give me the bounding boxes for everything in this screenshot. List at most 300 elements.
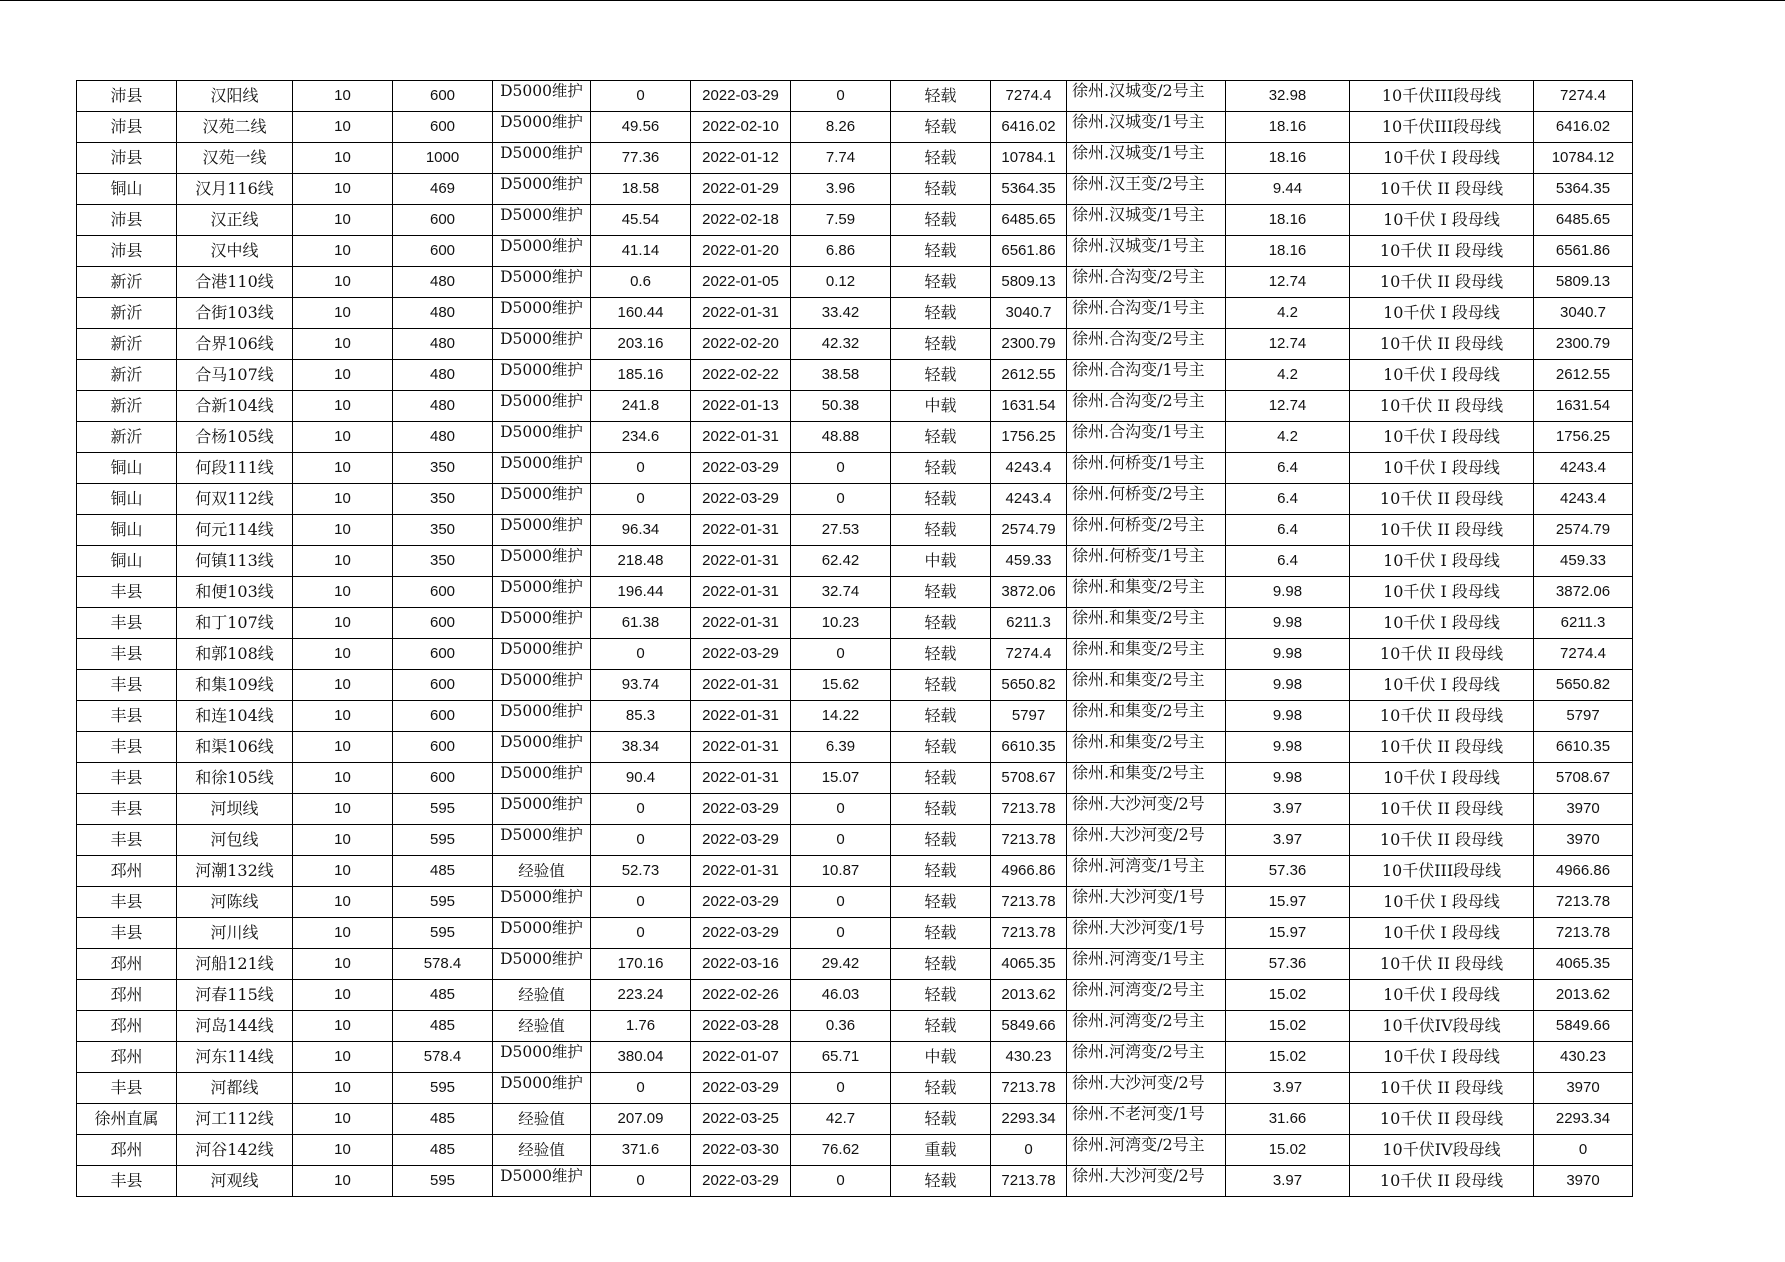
table-row — [77, 1166, 1633, 1197]
value-cell: 52.73 — [591, 856, 691, 887]
margin-cell: 6561.86 — [991, 236, 1067, 267]
load-status-cell: 轻载 — [891, 670, 991, 701]
value-cell: 38.34 — [591, 732, 691, 763]
rated-capacity-cell: 600 — [393, 112, 493, 143]
date-cell: 2022-03-16 — [691, 949, 791, 980]
transformer-value-cell: 15.97 — [1226, 918, 1350, 949]
table-row — [77, 639, 1633, 670]
value-cell: 223.24 — [591, 980, 691, 1011]
busbar-cell: 10千伏IV段母线 — [1350, 1011, 1534, 1042]
substation-transformer-cell: 徐州.河湾变/2号主 — [1067, 1135, 1226, 1166]
rate-cell: 0 — [791, 639, 891, 670]
remaining-capacity-cell: 3970 — [1534, 794, 1633, 825]
transformer-value-cell: 15.02 — [1226, 980, 1350, 1011]
data-source-cell: D5000维护 — [493, 577, 591, 608]
line-name-cell: 汉正线 — [177, 205, 293, 236]
table-row — [77, 484, 1633, 515]
remaining-capacity-cell: 2612.55 — [1534, 360, 1633, 391]
voltage-cell: 10 — [293, 639, 393, 670]
date-cell: 2022-03-28 — [691, 1011, 791, 1042]
busbar-cell: 10千伏 II 段母线 — [1350, 515, 1534, 546]
busbar-cell: 10千伏 I 段母线 — [1350, 453, 1534, 484]
remaining-capacity-cell: 1756.25 — [1534, 422, 1633, 453]
table-row — [77, 236, 1633, 267]
margin-cell: 0 — [991, 1135, 1067, 1166]
rate-cell: 0.36 — [791, 1011, 891, 1042]
line-name-cell: 何双112线 — [177, 484, 293, 515]
busbar-cell: 10千伏 II 段母线 — [1350, 267, 1534, 298]
busbar-cell: 10千伏 I 段母线 — [1350, 422, 1534, 453]
margin-cell: 6610.35 — [991, 732, 1067, 763]
data-source-cell: D5000维护 — [493, 639, 591, 670]
margin-cell: 10784.1 — [991, 143, 1067, 174]
voltage-cell: 10 — [293, 329, 393, 360]
date-cell: 2022-03-25 — [691, 1104, 791, 1135]
remaining-capacity-cell: 5364.35 — [1534, 174, 1633, 205]
voltage-cell: 10 — [293, 546, 393, 577]
rated-capacity-cell: 469 — [393, 174, 493, 205]
table-row — [77, 577, 1633, 608]
remaining-capacity-cell: 3872.06 — [1534, 577, 1633, 608]
district-cell: 丰县 — [77, 608, 177, 639]
voltage-cell: 10 — [293, 949, 393, 980]
substation-transformer-cell: 徐州.何桥变/2号主 — [1067, 515, 1226, 546]
line-name-cell: 河川线 — [177, 918, 293, 949]
transformer-value-cell: 4.2 — [1226, 422, 1350, 453]
load-status-cell: 轻载 — [891, 81, 991, 112]
rated-capacity-cell: 350 — [393, 484, 493, 515]
line-name-cell: 河工112线 — [177, 1104, 293, 1135]
value-cell: 93.74 — [591, 670, 691, 701]
rate-cell: 0.12 — [791, 267, 891, 298]
date-cell: 2022-03-29 — [691, 453, 791, 484]
voltage-cell: 10 — [293, 515, 393, 546]
data-source-cell: D5000维护 — [493, 484, 591, 515]
remaining-capacity-cell: 4243.4 — [1534, 484, 1633, 515]
voltage-cell: 10 — [293, 453, 393, 484]
remaining-capacity-cell: 6211.3 — [1534, 608, 1633, 639]
substation-transformer-cell: 徐州.汉城变/1号主 — [1067, 112, 1226, 143]
date-cell: 2022-01-29 — [691, 174, 791, 205]
district-cell: 徐州直属 — [77, 1104, 177, 1135]
load-status-cell: 轻载 — [891, 825, 991, 856]
value-cell: 0 — [591, 825, 691, 856]
substation-transformer-cell: 徐州.合沟变/1号主 — [1067, 360, 1226, 391]
table-row — [77, 329, 1633, 360]
date-cell: 2022-01-20 — [691, 236, 791, 267]
voltage-cell: 10 — [293, 608, 393, 639]
data-source-cell: D5000维护 — [493, 732, 591, 763]
rate-cell: 48.88 — [791, 422, 891, 453]
data-source-cell: D5000维护 — [493, 422, 591, 453]
value-cell: 77.36 — [591, 143, 691, 174]
data-source-cell: 经验值 — [493, 1104, 591, 1135]
table-row — [77, 732, 1633, 763]
voltage-cell: 10 — [293, 794, 393, 825]
remaining-capacity-cell: 3040.7 — [1534, 298, 1633, 329]
table-row — [77, 887, 1633, 918]
transformer-value-cell: 9.98 — [1226, 763, 1350, 794]
rated-capacity-cell: 480 — [393, 391, 493, 422]
data-source-cell: D5000维护 — [493, 1166, 591, 1197]
remaining-capacity-cell: 2013.62 — [1534, 980, 1633, 1011]
rate-cell: 46.03 — [791, 980, 891, 1011]
rated-capacity-cell: 485 — [393, 856, 493, 887]
load-status-cell: 轻载 — [891, 174, 991, 205]
margin-cell: 2013.62 — [991, 980, 1067, 1011]
rate-cell: 42.7 — [791, 1104, 891, 1135]
rate-cell: 0 — [791, 794, 891, 825]
data-source-cell: D5000维护 — [493, 174, 591, 205]
margin-cell: 5849.66 — [991, 1011, 1067, 1042]
load-status-cell: 轻载 — [891, 949, 991, 980]
rated-capacity-cell: 578.4 — [393, 949, 493, 980]
district-cell: 沛县 — [77, 143, 177, 174]
remaining-capacity-cell: 6485.65 — [1534, 205, 1633, 236]
table-row — [77, 856, 1633, 887]
load-status-cell: 轻载 — [891, 236, 991, 267]
transformer-value-cell: 9.44 — [1226, 174, 1350, 205]
date-cell: 2022-02-18 — [691, 205, 791, 236]
date-cell: 2022-01-31 — [691, 298, 791, 329]
busbar-cell: 10千伏 II 段母线 — [1350, 236, 1534, 267]
substation-transformer-cell: 徐州.和集变/2号主 — [1067, 639, 1226, 670]
district-cell: 丰县 — [77, 1073, 177, 1104]
margin-cell: 6416.02 — [991, 112, 1067, 143]
rated-capacity-cell: 480 — [393, 422, 493, 453]
substation-transformer-cell: 徐州.合沟变/2号主 — [1067, 267, 1226, 298]
load-status-cell: 轻载 — [891, 515, 991, 546]
load-status-cell: 轻载 — [891, 887, 991, 918]
line-name-cell: 河船121线 — [177, 949, 293, 980]
table-row — [77, 949, 1633, 980]
remaining-capacity-cell: 5797 — [1534, 701, 1633, 732]
rate-cell: 27.53 — [791, 515, 891, 546]
rated-capacity-cell: 350 — [393, 453, 493, 484]
load-status-cell: 轻载 — [891, 639, 991, 670]
line-name-cell: 何镇113线 — [177, 546, 293, 577]
margin-cell: 4966.86 — [991, 856, 1067, 887]
data-source-cell: D5000维护 — [493, 515, 591, 546]
load-status-cell: 轻载 — [891, 205, 991, 236]
transformer-value-cell: 6.4 — [1226, 546, 1350, 577]
transformer-value-cell: 32.98 — [1226, 81, 1350, 112]
rated-capacity-cell: 1000 — [393, 143, 493, 174]
margin-cell: 2612.55 — [991, 360, 1067, 391]
rated-capacity-cell: 480 — [393, 298, 493, 329]
rate-cell: 0 — [791, 918, 891, 949]
remaining-capacity-cell: 6416.02 — [1534, 112, 1633, 143]
load-status-cell: 轻载 — [891, 360, 991, 391]
transformer-value-cell: 6.4 — [1226, 484, 1350, 515]
date-cell: 2022-01-07 — [691, 1042, 791, 1073]
load-status-cell: 重载 — [891, 1135, 991, 1166]
date-cell: 2022-03-30 — [691, 1135, 791, 1166]
table-body — [77, 81, 1633, 1197]
load-status-cell: 轻载 — [891, 484, 991, 515]
district-cell: 新沂 — [77, 422, 177, 453]
table-row — [77, 918, 1633, 949]
remaining-capacity-cell: 5708.67 — [1534, 763, 1633, 794]
rated-capacity-cell: 600 — [393, 701, 493, 732]
data-source-cell: D5000维护 — [493, 887, 591, 918]
substation-transformer-cell: 徐州.大沙河变/2号 — [1067, 794, 1226, 825]
value-cell: 0 — [591, 1166, 691, 1197]
table-row — [77, 1042, 1633, 1073]
substation-transformer-cell: 徐州.大沙河变/1号 — [1067, 918, 1226, 949]
data-source-cell: D5000维护 — [493, 1073, 591, 1104]
substation-transformer-cell: 徐州.合沟变/2号主 — [1067, 329, 1226, 360]
table-row — [77, 453, 1633, 484]
rated-capacity-cell: 600 — [393, 205, 493, 236]
date-cell: 2022-01-31 — [691, 732, 791, 763]
district-cell: 邳州 — [77, 1042, 177, 1073]
load-status-cell: 轻载 — [891, 918, 991, 949]
value-cell: 170.16 — [591, 949, 691, 980]
transformer-value-cell: 18.16 — [1226, 112, 1350, 143]
load-status-cell: 轻载 — [891, 1104, 991, 1135]
load-status-cell: 中载 — [891, 1042, 991, 1073]
date-cell: 2022-03-29 — [691, 484, 791, 515]
margin-cell: 4065.35 — [991, 949, 1067, 980]
transformer-value-cell: 18.16 — [1226, 205, 1350, 236]
busbar-cell: 10千伏 II 段母线 — [1350, 391, 1534, 422]
value-cell: 0 — [591, 81, 691, 112]
line-name-cell: 和徐105线 — [177, 763, 293, 794]
rated-capacity-cell: 600 — [393, 763, 493, 794]
district-cell: 丰县 — [77, 701, 177, 732]
date-cell: 2022-03-29 — [691, 639, 791, 670]
value-cell: 371.6 — [591, 1135, 691, 1166]
load-status-cell: 轻载 — [891, 453, 991, 484]
rate-cell: 10.87 — [791, 856, 891, 887]
busbar-cell: 10千伏 I 段母线 — [1350, 918, 1534, 949]
rated-capacity-cell: 485 — [393, 980, 493, 1011]
voltage-cell: 10 — [293, 484, 393, 515]
table-row — [77, 546, 1633, 577]
rated-capacity-cell: 480 — [393, 267, 493, 298]
load-status-cell: 中载 — [891, 391, 991, 422]
substation-transformer-cell: 徐州.大沙河变/2号 — [1067, 1073, 1226, 1104]
district-cell: 沛县 — [77, 205, 177, 236]
line-name-cell: 河观线 — [177, 1166, 293, 1197]
rated-capacity-cell: 600 — [393, 608, 493, 639]
line-name-cell: 合杨105线 — [177, 422, 293, 453]
value-cell: 0 — [591, 887, 691, 918]
transformer-value-cell: 9.98 — [1226, 608, 1350, 639]
data-source-cell: D5000维护 — [493, 763, 591, 794]
rate-cell: 0 — [791, 484, 891, 515]
load-status-cell: 轻载 — [891, 329, 991, 360]
substation-transformer-cell: 徐州.合沟变/2号主 — [1067, 391, 1226, 422]
substation-transformer-cell: 徐州.不老河变/1号 — [1067, 1104, 1226, 1135]
value-cell: 96.34 — [591, 515, 691, 546]
substation-transformer-cell: 徐州.汉城变/1号主 — [1067, 236, 1226, 267]
line-name-cell: 合港110线 — [177, 267, 293, 298]
remaining-capacity-cell: 5650.82 — [1534, 670, 1633, 701]
busbar-cell: 10千伏 I 段母线 — [1350, 670, 1534, 701]
value-cell: 18.58 — [591, 174, 691, 205]
district-cell: 丰县 — [77, 732, 177, 763]
district-cell: 沛县 — [77, 236, 177, 267]
data-source-cell: 经验值 — [493, 980, 591, 1011]
table-row — [77, 143, 1633, 174]
voltage-cell: 10 — [293, 1166, 393, 1197]
rate-cell: 0 — [791, 887, 891, 918]
data-source-cell: D5000维护 — [493, 143, 591, 174]
line-name-cell: 河春115线 — [177, 980, 293, 1011]
margin-cell: 1756.25 — [991, 422, 1067, 453]
busbar-cell: 10千伏 II 段母线 — [1350, 174, 1534, 205]
data-source-cell: D5000维护 — [493, 546, 591, 577]
data-source-cell: D5000维护 — [493, 112, 591, 143]
substation-transformer-cell: 徐州.大沙河变/2号 — [1067, 1166, 1226, 1197]
data-source-cell: D5000维护 — [493, 670, 591, 701]
transformer-value-cell: 18.16 — [1226, 143, 1350, 174]
feeder-load-table — [76, 80, 1633, 1197]
district-cell: 丰县 — [77, 670, 177, 701]
voltage-cell: 10 — [293, 298, 393, 329]
line-name-cell: 河坝线 — [177, 794, 293, 825]
transformer-value-cell: 3.97 — [1226, 1166, 1350, 1197]
remaining-capacity-cell: 5809.13 — [1534, 267, 1633, 298]
page-top-rule — [0, 0, 1785, 1]
date-cell: 2022-01-31 — [691, 546, 791, 577]
rate-cell: 29.42 — [791, 949, 891, 980]
substation-transformer-cell: 徐州.合沟变/1号主 — [1067, 422, 1226, 453]
remaining-capacity-cell: 4065.35 — [1534, 949, 1633, 980]
district-cell: 邳州 — [77, 949, 177, 980]
rated-capacity-cell: 595 — [393, 1073, 493, 1104]
transformer-value-cell: 9.98 — [1226, 577, 1350, 608]
substation-transformer-cell: 徐州.何桥变/1号主 — [1067, 453, 1226, 484]
line-name-cell: 何段111线 — [177, 453, 293, 484]
margin-cell: 5797 — [991, 701, 1067, 732]
margin-cell: 7213.78 — [991, 1166, 1067, 1197]
remaining-capacity-cell: 0 — [1534, 1135, 1633, 1166]
data-source-cell: D5000维护 — [493, 608, 591, 639]
district-cell: 新沂 — [77, 329, 177, 360]
voltage-cell: 10 — [293, 670, 393, 701]
district-cell: 铜山 — [77, 174, 177, 205]
line-name-cell: 汉苑一线 — [177, 143, 293, 174]
transformer-value-cell: 15.02 — [1226, 1042, 1350, 1073]
line-name-cell: 河潮132线 — [177, 856, 293, 887]
substation-transformer-cell: 徐州.和集变/2号主 — [1067, 608, 1226, 639]
date-cell: 2022-01-31 — [691, 422, 791, 453]
voltage-cell: 10 — [293, 763, 393, 794]
substation-transformer-cell: 徐州.汉城变/1号主 — [1067, 205, 1226, 236]
busbar-cell: 10千伏 II 段母线 — [1350, 329, 1534, 360]
substation-transformer-cell: 徐州.河湾变/2号主 — [1067, 1042, 1226, 1073]
rate-cell: 0 — [791, 825, 891, 856]
margin-cell: 7274.4 — [991, 81, 1067, 112]
value-cell: 203.16 — [591, 329, 691, 360]
substation-transformer-cell: 徐州.和集变/2号主 — [1067, 763, 1226, 794]
table-row — [77, 81, 1633, 112]
value-cell: 196.44 — [591, 577, 691, 608]
date-cell: 2022-01-31 — [691, 608, 791, 639]
busbar-cell: 10千伏 I 段母线 — [1350, 887, 1534, 918]
rated-capacity-cell: 480 — [393, 360, 493, 391]
voltage-cell: 10 — [293, 918, 393, 949]
rated-capacity-cell: 595 — [393, 918, 493, 949]
voltage-cell: 10 — [293, 856, 393, 887]
transformer-value-cell: 15.02 — [1226, 1135, 1350, 1166]
voltage-cell: 10 — [293, 732, 393, 763]
busbar-cell: 10千伏III段母线 — [1350, 856, 1534, 887]
voltage-cell: 10 — [293, 1073, 393, 1104]
value-cell: 0 — [591, 1073, 691, 1104]
substation-transformer-cell: 徐州.和集变/2号主 — [1067, 577, 1226, 608]
data-source-cell: D5000维护 — [493, 1042, 591, 1073]
load-status-cell: 轻载 — [891, 732, 991, 763]
line-name-cell: 河谷142线 — [177, 1135, 293, 1166]
remaining-capacity-cell: 3970 — [1534, 1166, 1633, 1197]
rate-cell: 42.32 — [791, 329, 891, 360]
data-source-cell: D5000维护 — [493, 236, 591, 267]
rate-cell: 38.58 — [791, 360, 891, 391]
line-name-cell: 河包线 — [177, 825, 293, 856]
substation-transformer-cell: 徐州.和集变/2号主 — [1067, 670, 1226, 701]
table-row — [77, 267, 1633, 298]
substation-transformer-cell: 徐州.大沙河变/1号 — [1067, 887, 1226, 918]
load-status-cell: 轻载 — [891, 1166, 991, 1197]
data-source-cell: D5000维护 — [493, 949, 591, 980]
voltage-cell: 10 — [293, 267, 393, 298]
transformer-value-cell: 3.97 — [1226, 794, 1350, 825]
rated-capacity-cell: 600 — [393, 732, 493, 763]
date-cell: 2022-02-22 — [691, 360, 791, 391]
table-row — [77, 422, 1633, 453]
substation-transformer-cell: 徐州.河湾变/1号主 — [1067, 949, 1226, 980]
margin-cell: 7213.78 — [991, 794, 1067, 825]
margin-cell: 3872.06 — [991, 577, 1067, 608]
date-cell: 2022-01-31 — [691, 701, 791, 732]
remaining-capacity-cell: 4243.4 — [1534, 453, 1633, 484]
table-row — [77, 515, 1633, 546]
district-cell: 丰县 — [77, 918, 177, 949]
line-name-cell: 合新104线 — [177, 391, 293, 422]
transformer-value-cell: 4.2 — [1226, 298, 1350, 329]
rate-cell: 6.39 — [791, 732, 891, 763]
rate-cell: 8.26 — [791, 112, 891, 143]
table-row — [77, 608, 1633, 639]
data-source-cell: D5000维护 — [493, 298, 591, 329]
rate-cell: 33.42 — [791, 298, 891, 329]
busbar-cell: 10千伏 I 段母线 — [1350, 608, 1534, 639]
transformer-value-cell: 12.74 — [1226, 329, 1350, 360]
value-cell: 90.4 — [591, 763, 691, 794]
line-name-cell: 汉阳线 — [177, 81, 293, 112]
busbar-cell: 10千伏 II 段母线 — [1350, 1104, 1534, 1135]
margin-cell: 7213.78 — [991, 825, 1067, 856]
busbar-cell: 10千伏 I 段母线 — [1350, 360, 1534, 391]
data-source-cell: 经验值 — [493, 1135, 591, 1166]
transformer-value-cell: 9.98 — [1226, 639, 1350, 670]
rated-capacity-cell: 595 — [393, 887, 493, 918]
rate-cell: 3.96 — [791, 174, 891, 205]
rate-cell: 14.22 — [791, 701, 891, 732]
substation-transformer-cell: 徐州.何桥变/1号主 — [1067, 546, 1226, 577]
rate-cell: 0 — [791, 1166, 891, 1197]
substation-transformer-cell: 徐州.和集变/2号主 — [1067, 732, 1226, 763]
date-cell: 2022-03-29 — [691, 1166, 791, 1197]
substation-transformer-cell: 徐州.合沟变/1号主 — [1067, 298, 1226, 329]
value-cell: 218.48 — [591, 546, 691, 577]
remaining-capacity-cell: 1631.54 — [1534, 391, 1633, 422]
rated-capacity-cell: 350 — [393, 546, 493, 577]
